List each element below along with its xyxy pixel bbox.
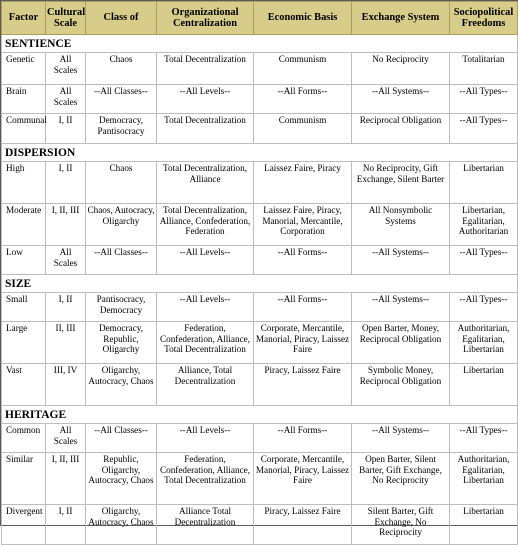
cell-factor: Similar <box>2 453 46 505</box>
cell-org: Total Decentralization, Alliance, Confederation, Federation <box>157 204 254 246</box>
cell-scale: I, II <box>46 114 86 144</box>
cell-freedoms: --All Types-- <box>450 85 518 114</box>
cell-exchange: Open Barter, Money, Reciprocal Obligation <box>352 322 450 364</box>
cell-freedoms: Libertarian <box>450 364 518 406</box>
cell-exchange: No Reciprocity <box>352 53 450 85</box>
table-row <box>2 505 518 545</box>
cell-class: Chaos <box>86 162 157 204</box>
cell-class: Chaos, Autocracy, Oligarchy <box>86 204 157 246</box>
cell-class: --All Classes-- <box>86 424 157 453</box>
cell-factor: Large <box>2 322 46 364</box>
header-exchange-system: Exchange System <box>352 2 450 35</box>
section-title: HERITAGE <box>2 406 518 424</box>
cell-factor: Vast <box>2 364 46 406</box>
cell-class: --All Classes-- <box>86 246 157 275</box>
cell-org: Total Decentralization <box>157 114 254 144</box>
cell-freedoms: Libertarian, Egalitarian, Authoritarian <box>450 204 518 246</box>
cell-econ: Corporate, Mercantile, Manorial, Piracy, Laissez Faire <box>254 322 352 364</box>
cell-scale: All Scales <box>46 85 86 114</box>
cell-scale: III, IV <box>46 364 86 406</box>
cell-class: Chaos <box>86 53 157 85</box>
cell-factor: Brain <box>2 85 46 114</box>
header-row <box>2 2 518 35</box>
cell-exchange: Silent Barter, Gift Exchange, No Reciprocity <box>352 505 450 545</box>
cell-scale: All Scales <box>46 424 86 453</box>
cell-org: Total Decentralization, Alliance <box>157 162 254 204</box>
section-row-size <box>2 275 518 293</box>
table-row <box>2 246 518 275</box>
cell-econ: Communism <box>254 114 352 144</box>
section-row-heritage <box>2 406 518 424</box>
cell-exchange: No Reciprocity, Gift Exchange, Silent Barter <box>352 162 450 204</box>
table-row <box>2 424 518 453</box>
section-title: SENTIENCE <box>2 35 518 53</box>
cell-scale: I, II, III <box>46 204 86 246</box>
cell-factor: Low <box>2 246 46 275</box>
cell-class: Republic, Oligarchy, Autocracy, Chaos <box>86 453 157 505</box>
cell-class: Democracy, Republic, Oligarchy <box>86 322 157 364</box>
cell-class: Democracy, Pantisocracy <box>86 114 157 144</box>
cell-econ: Piracy, Laissez Faire <box>254 364 352 406</box>
cell-org: Alliance Total Decentralization <box>157 505 254 545</box>
header-economic-basis: Economic Basis <box>254 2 352 35</box>
table-row <box>2 293 518 322</box>
table-row <box>2 364 518 406</box>
cell-scale: I, II <box>46 162 86 204</box>
cell-factor: Genetic <box>2 53 46 85</box>
cell-scale: All Scales <box>46 246 86 275</box>
cell-freedoms: --All Types-- <box>450 424 518 453</box>
cell-org: --All Levels-- <box>157 85 254 114</box>
cell-freedoms: Libertarian <box>450 162 518 204</box>
cell-exchange: --All Systems-- <box>352 293 450 322</box>
table-row <box>2 114 518 144</box>
cell-org: Federation, Confederation, Alliance, Total Decentralization <box>157 322 254 364</box>
cell-scale: I, II <box>46 505 86 545</box>
cell-exchange: Reciprocal Obligation <box>352 114 450 144</box>
cell-factor: Communal <box>2 114 46 144</box>
cell-factor: High <box>2 162 46 204</box>
cell-econ: Laissez Faire, Piracy <box>254 162 352 204</box>
header-factor: Factor <box>2 2 46 35</box>
cell-scale: All Scales <box>46 53 86 85</box>
table-row <box>2 162 518 204</box>
cell-econ: Piracy, Laissez Faire <box>254 505 352 545</box>
cell-class: --All Classes-- <box>86 85 157 114</box>
table-header <box>2 2 518 35</box>
header-sociopolitical-freedoms: Sociopolitical Freedoms <box>450 2 518 35</box>
cell-org: Alliance, Total Decentralization <box>157 364 254 406</box>
cell-org: --All Levels-- <box>157 424 254 453</box>
cell-econ: --All Forms-- <box>254 424 352 453</box>
section-row-sentience <box>2 35 518 53</box>
cell-econ: --All Forms-- <box>254 85 352 114</box>
cell-scale: I, II, III <box>46 453 86 505</box>
cell-exchange: All Nonsymbolic Systems <box>352 204 450 246</box>
cell-econ: Communism <box>254 53 352 85</box>
cell-org: --All Levels-- <box>157 246 254 275</box>
cell-freedoms: --All Types-- <box>450 293 518 322</box>
cell-org: Federation, Confederation, Alliance, Total Decentralization <box>157 453 254 505</box>
cell-freedoms: Authoritarian, Egalitarian, Libertarian <box>450 453 518 505</box>
table-row <box>2 85 518 114</box>
cell-class: Pantisocracy, Democracy <box>86 293 157 322</box>
cell-freedoms: Libertarian <box>450 505 518 545</box>
cell-class: Oligarchy, Autocracy, Chaos <box>86 364 157 406</box>
table-row <box>2 53 518 85</box>
cell-factor: Divergent <box>2 505 46 545</box>
table-row <box>2 322 518 364</box>
cell-factor: Moderate <box>2 204 46 246</box>
cell-exchange: --All Systems-- <box>352 85 450 114</box>
section-title: SIZE <box>2 275 518 293</box>
cell-exchange: Open Barter, Silent Barter, Gift Exchange, No Reciprocity <box>352 453 450 505</box>
section-row-dispersion <box>2 144 518 162</box>
cell-factor: Common <box>2 424 46 453</box>
cell-econ: Corporate, Mercantile, Manorial, Piracy, Laissez Faire <box>254 453 352 505</box>
cell-freedoms: --All Types-- <box>450 114 518 144</box>
table-row <box>2 453 518 505</box>
cell-org: Total Decentralization <box>157 53 254 85</box>
cell-freedoms: --All Types-- <box>450 246 518 275</box>
cell-exchange: Symbolic Money, Reciprocal Obligation <box>352 364 450 406</box>
cell-factor: Small <box>2 293 46 322</box>
header-cultural-scale: Cultural Scale <box>46 2 86 35</box>
table-row <box>2 204 518 246</box>
cell-scale: I, II <box>46 293 86 322</box>
cell-freedoms: Authoritarian, Egalitarian, Libertarian <box>450 322 518 364</box>
cell-exchange: --All Systems-- <box>352 246 450 275</box>
cell-freedoms: Totalitarian <box>450 53 518 85</box>
cell-scale: II, III <box>46 322 86 364</box>
factors-table <box>1 1 518 545</box>
cell-econ: Laissez Faire, Piracy, Manorial, Mercantile, Corporation <box>254 204 352 246</box>
cell-exchange: --All Systems-- <box>352 424 450 453</box>
table-body <box>2 35 518 545</box>
cell-econ: --All Forms-- <box>254 246 352 275</box>
header-class-of: Class of <box>86 2 157 35</box>
cell-class: Oligarchy, Autocracy, Chaos <box>86 505 157 545</box>
header-org-centralization: Organizational Centralization <box>157 2 254 35</box>
cell-org: --All Levels-- <box>157 293 254 322</box>
cell-econ: --All Forms-- <box>254 293 352 322</box>
section-title: DISPERSION <box>2 144 518 162</box>
